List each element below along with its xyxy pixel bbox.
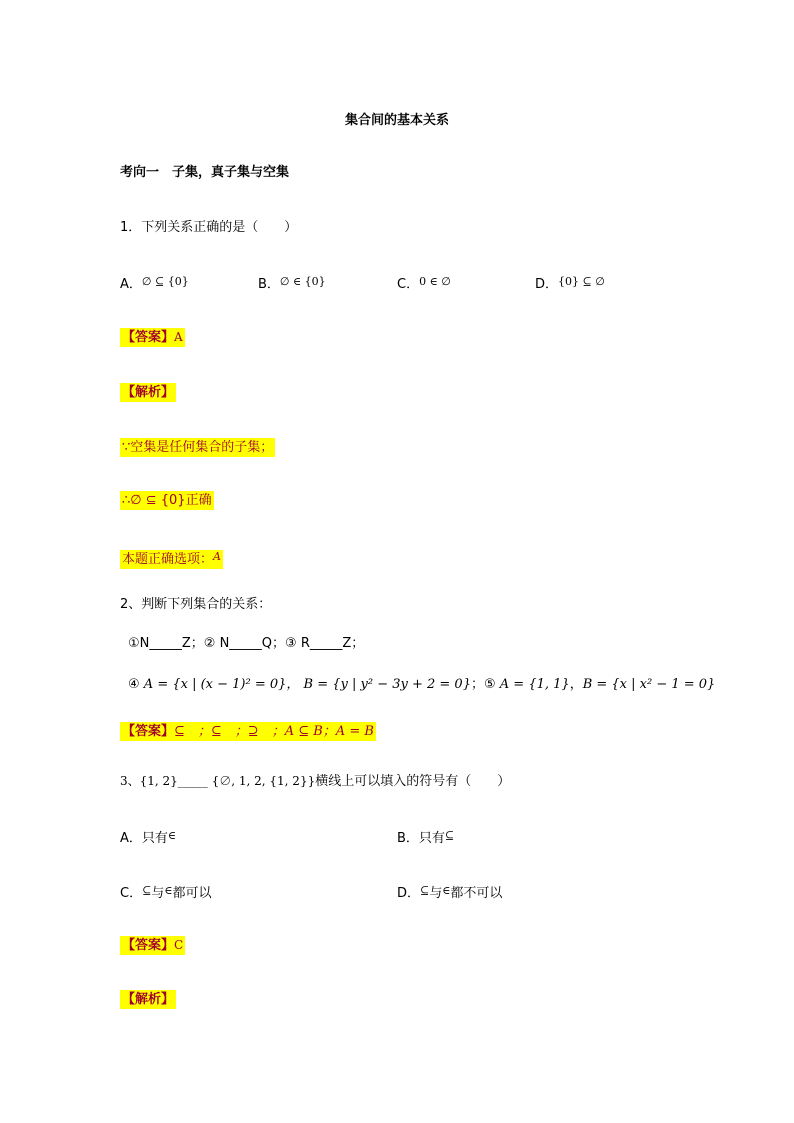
q3-analysis-tag-text: 【解析】 — [122, 992, 175, 1007]
q1-option-a-label: A． — [120, 277, 142, 292]
q2-line-2-sep: ；⑤ — [470, 677, 500, 692]
q3-option-c-tail: 都可以 — [172, 886, 212, 901]
q1-analysis-tag — [120, 384, 176, 402]
q3-option-d-symbol-1: ⊆ — [420, 884, 430, 897]
q3-option-b-symbol: ⊆ — [444, 829, 455, 842]
q3-option-a — [120, 827, 176, 848]
q1-analysis-line-3 — [120, 548, 223, 569]
q1-option-d-expr: {0} ⊆ ∅ — [558, 275, 605, 288]
q2-answer — [120, 723, 376, 741]
q3-stem-sets: 3、{1, 2}_____ {∅, 1, 2, {1, 2}} — [120, 774, 316, 788]
q1-option-c-label: C． — [397, 277, 420, 292]
q3-option-b-label: B．只有 — [397, 831, 445, 846]
q1-analysis-line-2 — [120, 492, 214, 510]
q3-option-d-tail: 都不可以 — [450, 886, 503, 901]
q3-option-c — [120, 882, 211, 903]
q2-set-b-def: B = {y | y² − 3y + 2 = 0} — [303, 677, 471, 692]
q1-answer-tag: 【答案】 — [122, 330, 175, 345]
q1-analysis-line-1 — [120, 439, 275, 457]
q3-answer — [120, 936, 185, 955]
q1-option-a — [120, 273, 189, 294]
q3-stem-text: 横线上可以填入的符号有（ ） — [315, 774, 511, 789]
q3-option-d-mid: 与 — [429, 886, 443, 901]
q3-option-c-symbol-1: ⊆ — [142, 884, 152, 897]
q3-option-c-mid: 与 — [151, 886, 165, 901]
q1-option-d — [535, 273, 605, 294]
q1-answer — [120, 328, 185, 347]
q3-option-c-label: C． — [120, 886, 143, 901]
q1-option-d-label: D． — [535, 277, 559, 292]
q2-line-2-comma: ， — [569, 677, 583, 692]
q1-option-c-expr: 0 ∈ ∅ — [419, 275, 451, 288]
q2-line-2 — [128, 676, 715, 694]
q3-option-d — [397, 882, 502, 903]
q1-analysis-tag-text: 【解析】 — [122, 385, 175, 400]
q3-option-b — [397, 827, 454, 848]
q2-set-b-def-2: B = {x | x² − 1 = 0} — [582, 677, 716, 692]
q3-answer-value: C — [174, 938, 184, 952]
section-heading: 考向一 子集，真子集与空集 — [120, 165, 290, 180]
q1-option-a-expr: ∅ ⊆ {0} — [141, 275, 189, 288]
q2-set-a-def: A = {x | (x − 1)² = 0}， — [143, 677, 300, 692]
q2-answer-value: ⊆ ；⊆ ；⊇ ；A ⊆ B；A = B — [174, 724, 374, 739]
q2-answer-tag: 【答案】 — [122, 724, 175, 739]
q3-answer-tag: 【答案】 — [122, 938, 175, 953]
q2-line-1: ①N_____Z；② N_____Q；③ R_____Z； — [128, 636, 365, 651]
q1-analysis-line-2-text: ∴∅ ⊆ {0}正确 — [122, 493, 212, 508]
q1-option-b-label: B． — [258, 277, 280, 292]
q1-option-b-expr: ∅ ∈ {0} — [279, 275, 326, 288]
q1-stem: 1．下列关系正确的是（ ） — [120, 220, 298, 235]
q3-option-d-label: D． — [397, 886, 421, 901]
q1-option-c — [397, 273, 451, 294]
q2-line-2-prefix: ④ — [128, 677, 144, 692]
q3-option-d-symbol-2: ∈ — [442, 884, 451, 897]
q1-answer-value: A — [174, 330, 183, 344]
q3-option-a-label: A．只有 — [120, 831, 168, 846]
page-title: 集合间的基本关系 — [344, 113, 449, 128]
q2-stem: 2、判断下列集合的关系： — [120, 597, 272, 612]
q3-stem — [120, 772, 510, 791]
q3-option-c-symbol-2: ∈ — [164, 884, 173, 897]
q1-analysis-line-1-text: ∵空集是任何集合的子集； — [122, 440, 274, 455]
q2-set-a-def-2: A = {1, 1} — [499, 677, 570, 692]
q1-analysis-line-3-text: 本题正确选项： — [122, 552, 214, 567]
q1-analysis-final-value: A — [213, 550, 221, 563]
q3-option-a-symbol: ∈ — [167, 829, 177, 842]
q3-analysis-tag — [120, 991, 176, 1009]
q1-option-b — [258, 273, 326, 294]
